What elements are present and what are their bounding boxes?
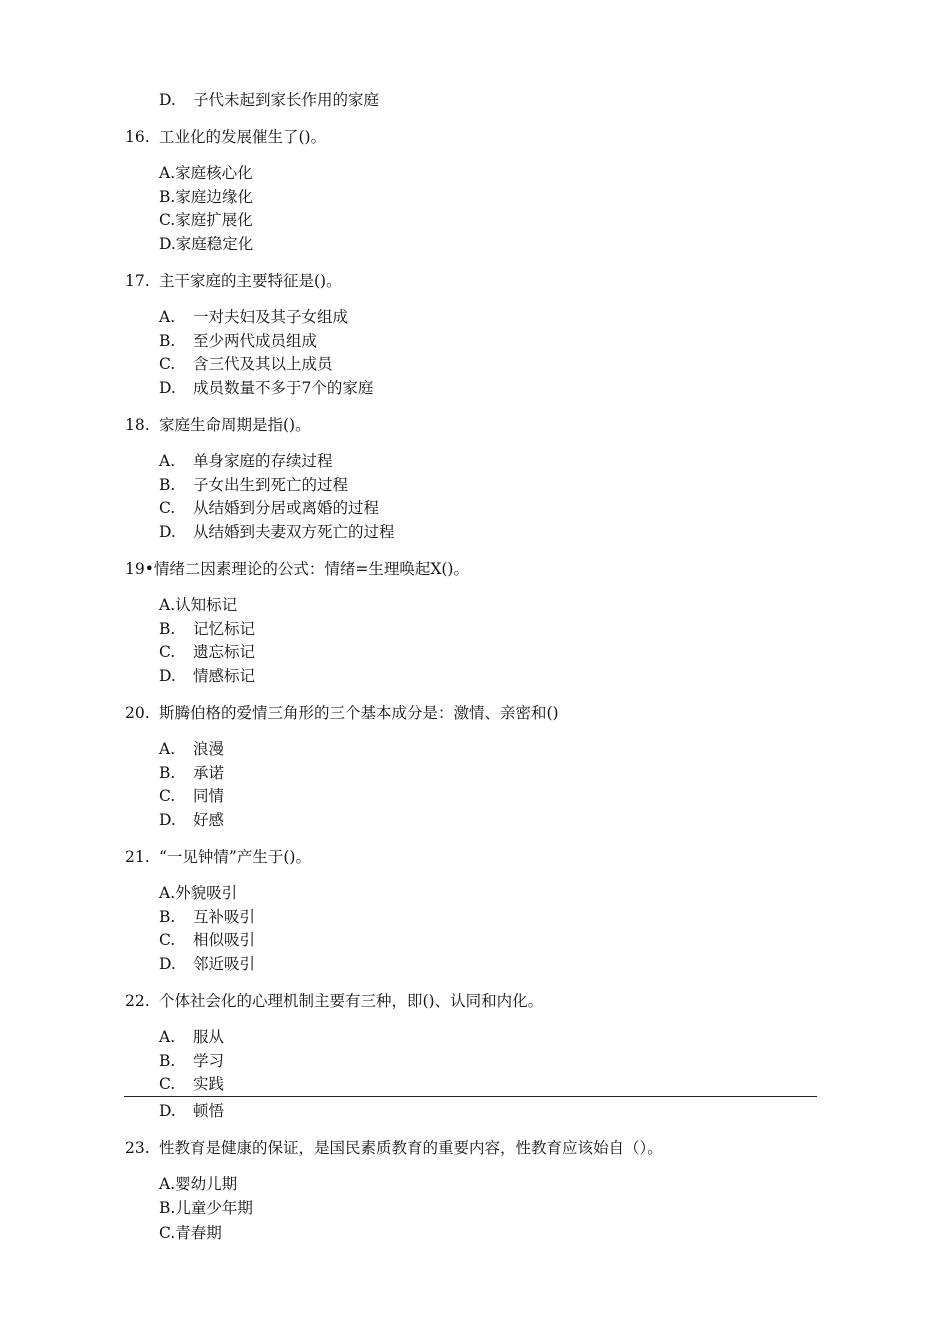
option-text: 浪漫: [193, 740, 225, 758]
option-text: A.婴幼儿期: [159, 1175, 238, 1193]
option-letter: C.: [159, 643, 176, 661]
option-text: 记忆标记: [193, 620, 256, 638]
question-text: 家庭生命周期是指()。: [159, 416, 311, 434]
option-text: 从结婚到夫妻双方死亡的过程: [193, 523, 395, 541]
question-text: 个体社会化的心理机制主要有三种，即()、认同和内化。: [159, 992, 544, 1010]
option-text: 一对夫妇及其子女组成: [193, 308, 349, 326]
question-number: 20.: [125, 704, 150, 722]
option-letter: D.: [159, 667, 176, 685]
option-text: 邻近吸引: [193, 955, 256, 973]
option-letter: A.: [159, 1028, 176, 1046]
option-letter: D.: [159, 1102, 176, 1120]
question-number: 17.: [125, 272, 150, 290]
option-text: 子代未起到家长作用的家庭: [193, 91, 380, 109]
option-letter: B.: [159, 476, 176, 494]
option-text: 互补吸引: [193, 908, 256, 926]
option-text: 至少两代成员组成: [193, 332, 318, 350]
option-letter: C.: [159, 1075, 176, 1093]
question-text: 斯腾伯格的爱情三角形的三个基本成分是：激情、亲密和(): [159, 704, 559, 722]
option-letter: C.: [159, 355, 176, 373]
option-letter: B.: [159, 620, 176, 638]
option-letter: C.: [159, 499, 176, 517]
question-number: 16.: [125, 128, 150, 146]
option-letter: D.: [159, 91, 176, 109]
option-text: 子女出生到死亡的过程: [193, 476, 349, 494]
option-letter: D.: [159, 955, 176, 973]
option-text: A.外貌吸引: [159, 884, 238, 902]
option-letter: A.: [159, 308, 176, 326]
option-text: D.家庭稳定化: [159, 235, 254, 253]
option-text: 实践: [193, 1075, 225, 1093]
horizontal-divider: [124, 1096, 817, 1097]
option-text: 好感: [193, 811, 225, 829]
option-text: A.认知标记: [159, 596, 238, 614]
option-text: 同情: [193, 787, 225, 805]
option-text: 单身家庭的存续过程: [193, 452, 333, 470]
option-text: C.青春期: [159, 1224, 222, 1242]
option-letter: B.: [159, 908, 176, 926]
question-text: 19•情绪二因素理论的公式：情绪=生理唤起Ⅹ()。: [125, 560, 469, 578]
option-letter: C.: [159, 931, 176, 949]
option-text: A.家庭核心化: [159, 164, 253, 182]
option-text: 情感标记: [193, 667, 256, 685]
option-text: 服从: [193, 1028, 225, 1046]
option-text: 含三代及其以上成员: [193, 355, 333, 373]
option-text: 从结婚到分居或离婚的过程: [193, 499, 380, 517]
option-letter: D.: [159, 379, 176, 397]
option-letter: A.: [159, 452, 176, 470]
option-text: 相似吸引: [193, 931, 256, 949]
option-letter: B.: [159, 332, 176, 350]
question-number: 18.: [125, 416, 150, 434]
option-text: 顿悟: [193, 1102, 225, 1120]
question-text: 工业化的发展催生了()。: [159, 128, 327, 146]
option-letter: D.: [159, 523, 176, 541]
question-number: 21.: [125, 848, 150, 866]
option-letter: A.: [159, 740, 176, 758]
question-number: 23.: [125, 1139, 150, 1157]
question-text: “一见钟情”产生于()。: [159, 848, 311, 866]
question-text: 主干家庭的主要特征是()。: [159, 272, 342, 290]
option-letter: D.: [159, 811, 176, 829]
option-text: B.儿童少年期: [159, 1199, 253, 1217]
option-letter: C.: [159, 787, 176, 805]
option-letter: B.: [159, 1052, 176, 1070]
option-text: 成员数量不多于7个的家庭: [193, 379, 374, 397]
question-number: 22.: [125, 992, 150, 1010]
option-text: 承诺: [193, 764, 225, 782]
option-text: C.家庭扩展化: [159, 211, 253, 229]
option-text: 学习: [193, 1052, 225, 1070]
option-letter: B.: [159, 764, 176, 782]
option-text: 遗忘标记: [193, 643, 256, 661]
question-text: 性教育是健康的保证，是国民素质教育的重要内容，性教育应该始自（）。: [159, 1139, 663, 1157]
option-text: B.家庭边缘化: [159, 188, 253, 206]
